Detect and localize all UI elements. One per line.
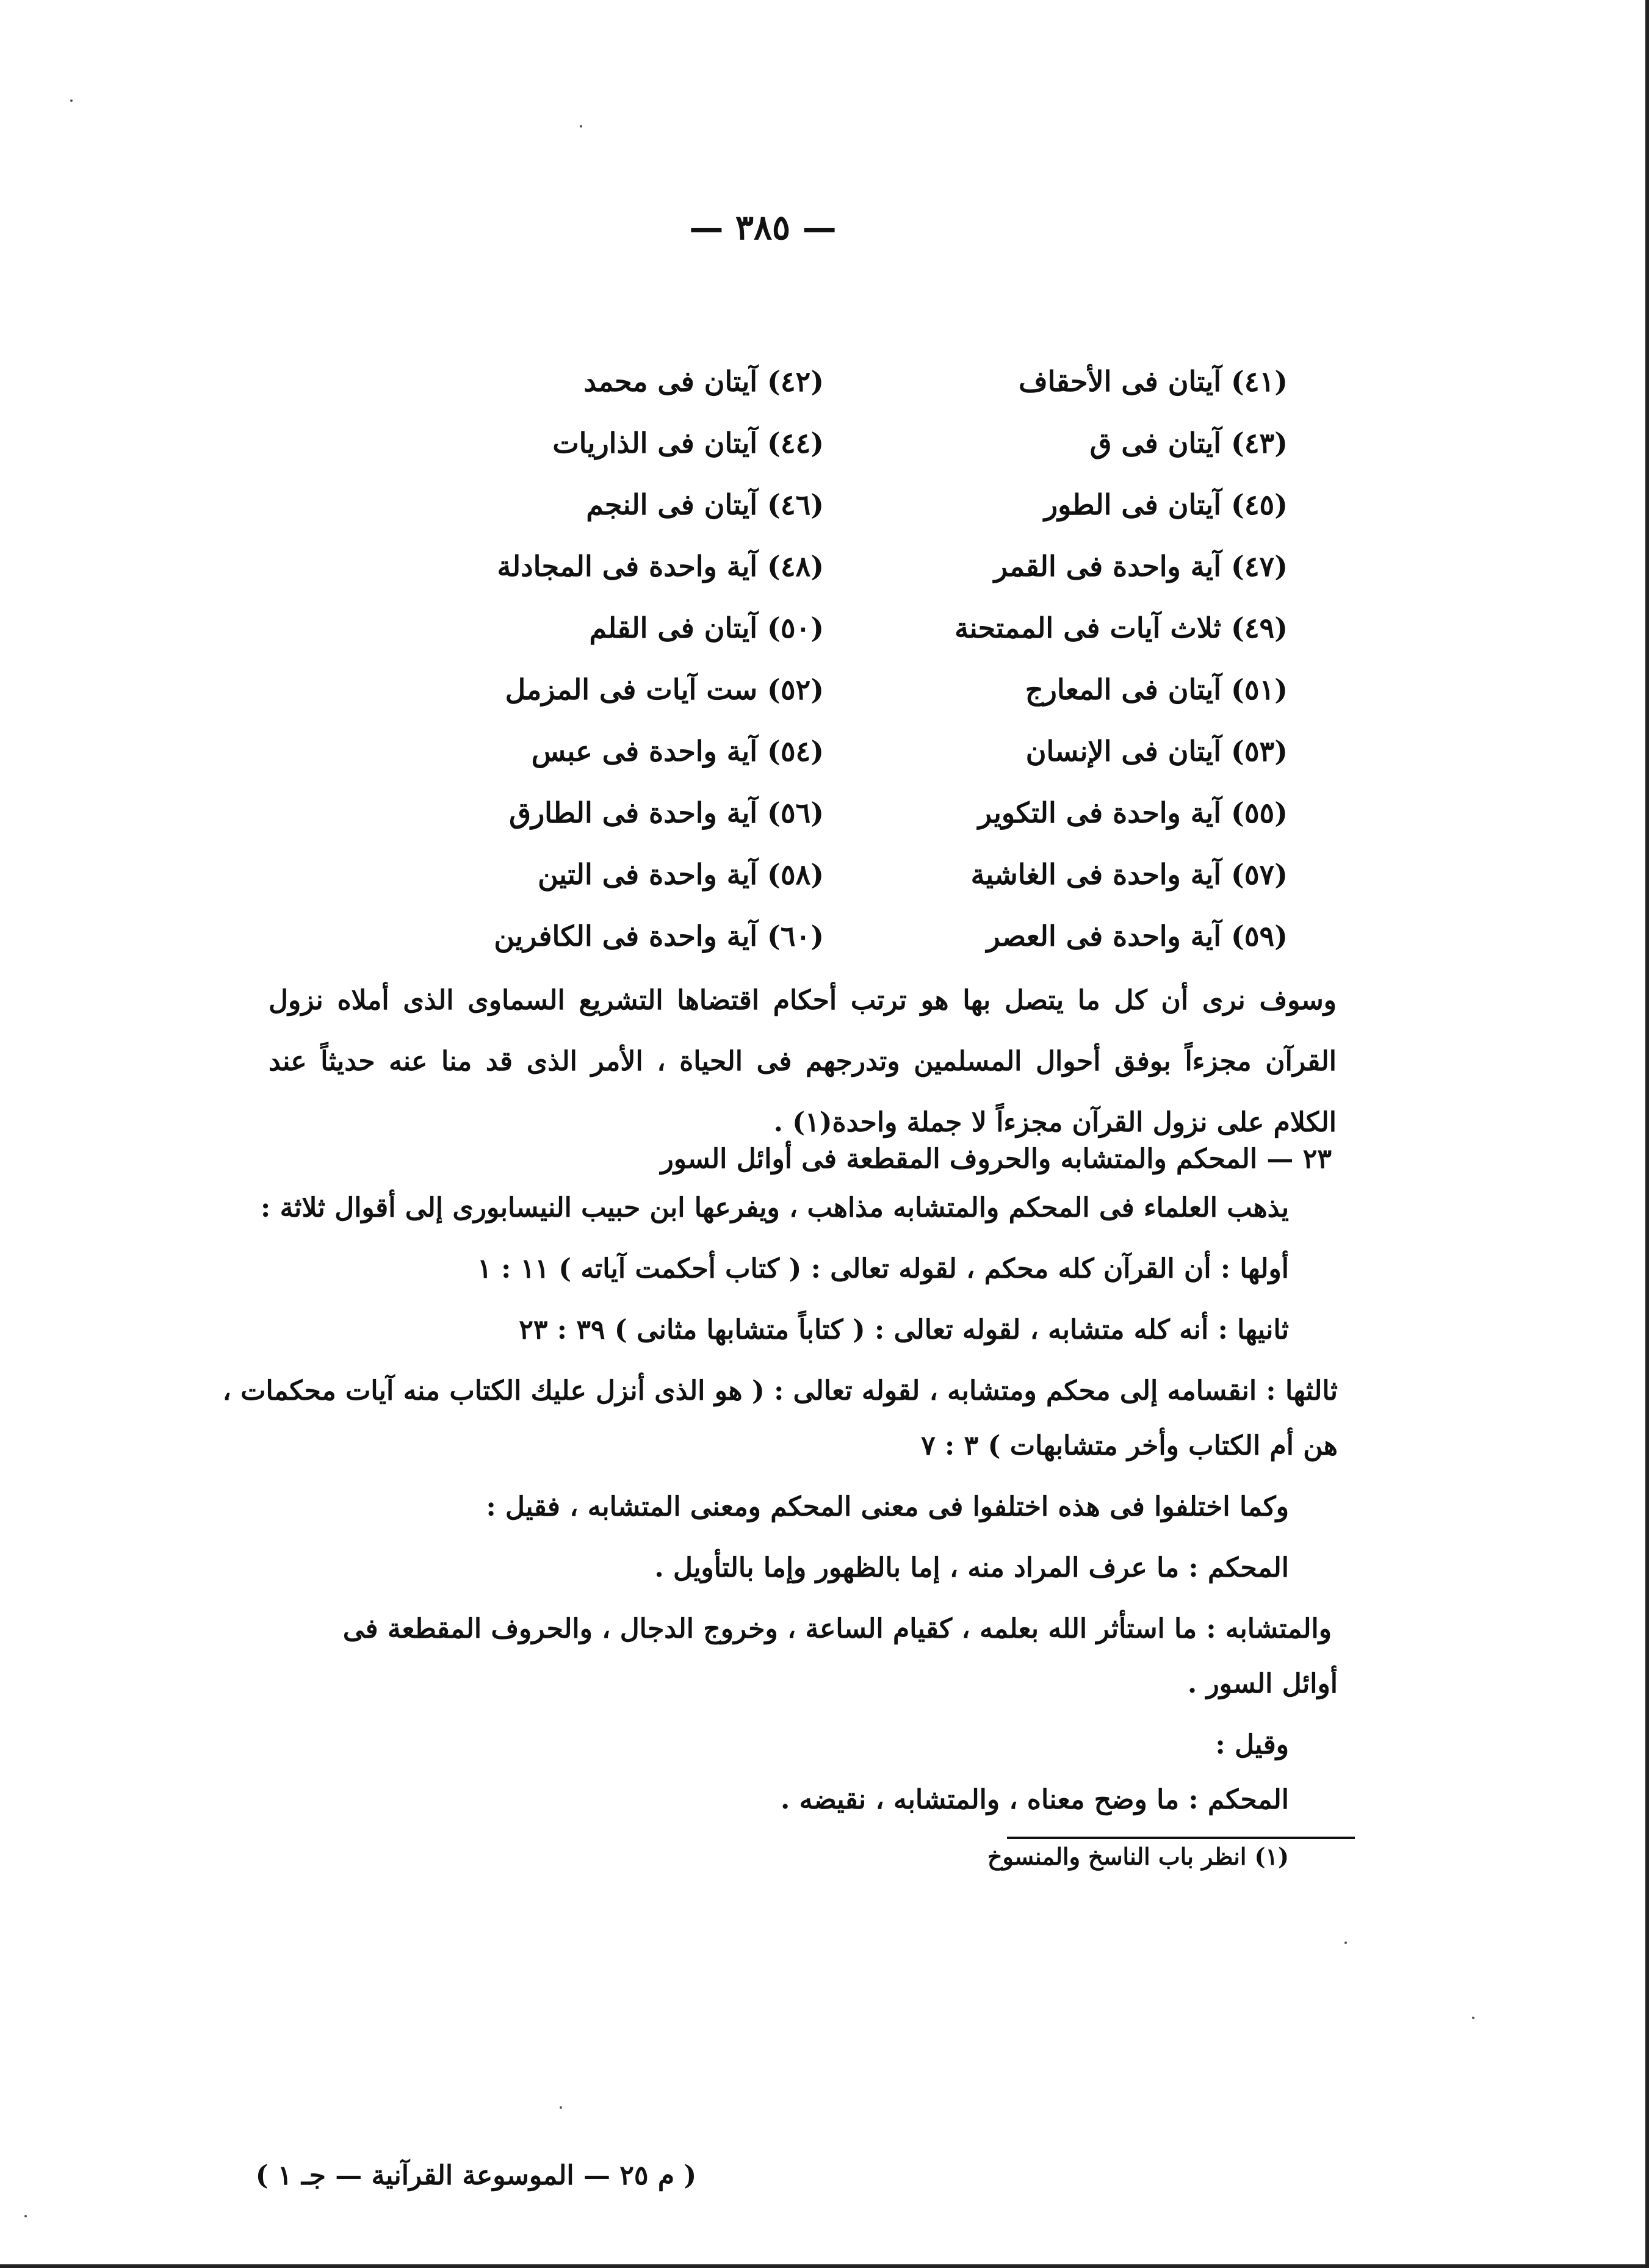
paragraph-line: وكما اختلفوا فى هذه اختلفوا فى معنى المحكم ومعنى المتشابه ، فقيل : — [486, 1491, 1289, 1522]
list-row — [0, 607, 1649, 668]
scan-speck — [1344, 1942, 1347, 1944]
list-item: (٤٩) ثلاث آيات فى الممتحنة — [954, 611, 1288, 644]
list-row — [0, 422, 1649, 483]
list-item: (٥٤) آية واحدة فى عبس — [531, 735, 824, 768]
list-item: (٥٥) آية واحدة فى التكوير — [978, 796, 1288, 829]
list-row — [0, 791, 1649, 853]
paragraph-line: يذهب العلماء فى المحكم والمتشابه مذاهب ، ويفرعها ابن حبيب النيسابورى إلى أقوال ثلاثة : — [261, 1192, 1289, 1223]
list-item: (٤٨) آية واحدة فى المجادلة — [497, 550, 824, 583]
footnote-divider — [1007, 1837, 1355, 1839]
scan-speck — [580, 125, 582, 128]
paragraph-line: والمتشابه : ما استأثر الله بعلمه ، كقيام الساعة ، وخروج الدجال ، والحروف المقطعة فى — [342, 1613, 1332, 1644]
list-row — [0, 853, 1649, 915]
list-item: (٥٦) آية واحدة فى الطارق — [509, 796, 824, 829]
scan-speck — [560, 2106, 562, 2109]
paragraph-line: المحكم : ما وضح معناه ، والمتشابه ، نقيضه . — [780, 1784, 1289, 1815]
paragraph-line: المحكم : ما عرف المراد منه ، إما بالظهور وإما بالتأويل . — [654, 1552, 1289, 1583]
list-item: (٥٨) آية واحدة فى التين — [538, 858, 824, 891]
list-row — [0, 483, 1649, 545]
list-item: (٥٧) آية واحدة فى الغاشية — [970, 858, 1288, 891]
list-row — [0, 545, 1649, 607]
scan-speck — [24, 2215, 27, 2217]
surah-verse-list — [0, 360, 1649, 976]
list-item: (٤١) آيتان فى الأحقاف — [1018, 365, 1288, 398]
list-row — [0, 360, 1649, 422]
scan-edge — [0, 2264, 1649, 2268]
list-item: (٤٥) آيتان فى الطور — [1044, 488, 1288, 521]
paragraph-line: ثانيها : أنه كله متشابه ، لقوله تعالى : ( كتاباً متشابها مثانى ) ٣٩ : ٢٣ — [519, 1314, 1289, 1345]
list-item: (٤٦) آيتان فى النجم — [586, 488, 824, 521]
list-item: (٦٠) آية واحدة فى الكافرين — [494, 920, 824, 952]
paragraph-line: وقيل : — [1215, 1729, 1289, 1760]
scan-speck — [1472, 2017, 1474, 2019]
list-item: (٥٢) ست آيات فى المزمل — [505, 673, 824, 706]
list-row — [0, 730, 1649, 791]
paragraph-line: هن أم الكتاب وأخر متشابهات ) ٣ : ٧ — [921, 1430, 1338, 1461]
scan-edge — [1645, 0, 1649, 2268]
list-row — [0, 915, 1649, 976]
volume-reference: ( م ٢٥ — الموسوعة القرآنية — جـ ١ ) — [255, 2160, 697, 2191]
list-item: (٥٩) آية واحدة فى العصر — [986, 920, 1288, 952]
list-item: (٤٣) آيتان فى ق — [1089, 427, 1288, 459]
list-item: (٥٣) آيتان فى الإنسان — [1025, 735, 1288, 768]
list-item: (٥١) آيتان فى المعارج — [1025, 673, 1288, 706]
scan-speck — [70, 99, 73, 102]
paragraph-line: أولها : أن القرآن كله محكم ، لقوله تعالى : ( كتاب أحكمت آياته ) ١١ : ١ — [477, 1253, 1289, 1284]
paragraph-line: أوائل السور . — [1187, 1668, 1338, 1699]
paragraph-line: ثالثها : انقسامه إلى محكم ومتشابه ، لقوله تعالى : ( هو الذى أنزل عليك الكتاب منه آيات محكمات ، — [222, 1375, 1338, 1406]
section-heading: ٢٣ — المحكم والمتشابه والحروف المقطعة فى أوائل السور — [660, 1143, 1332, 1175]
intro-paragraph: وسوف نرى أن كل ما يتصل بها هو ترتب أحكام اقتضاها التشريع السماوى الذى أملاه نزول القرآن مجزءاً بوفق أحوال المسلمين وتدرجهم فى الحياة ، الأمر الذى قد منا عنه حديثاً عند الكلام على نزول القرآن مجزءاً لا جملة واحدة(١) . — [269, 985, 1337, 1138]
page-number: — ٣٨٥ — — [689, 207, 837, 248]
list-row — [0, 668, 1649, 730]
list-item: (٤٤) آيتان فى الذاريات — [552, 427, 824, 459]
footnote: (١) انظر باب الناسخ والمنسوخ — [987, 1843, 1289, 1870]
list-item: (٥٠) آيتان فى القلم — [589, 611, 824, 644]
list-item: (٤٢) آيتان فى محمد — [583, 365, 824, 398]
list-item: (٤٧) آية واحدة فى القمر — [994, 550, 1288, 583]
